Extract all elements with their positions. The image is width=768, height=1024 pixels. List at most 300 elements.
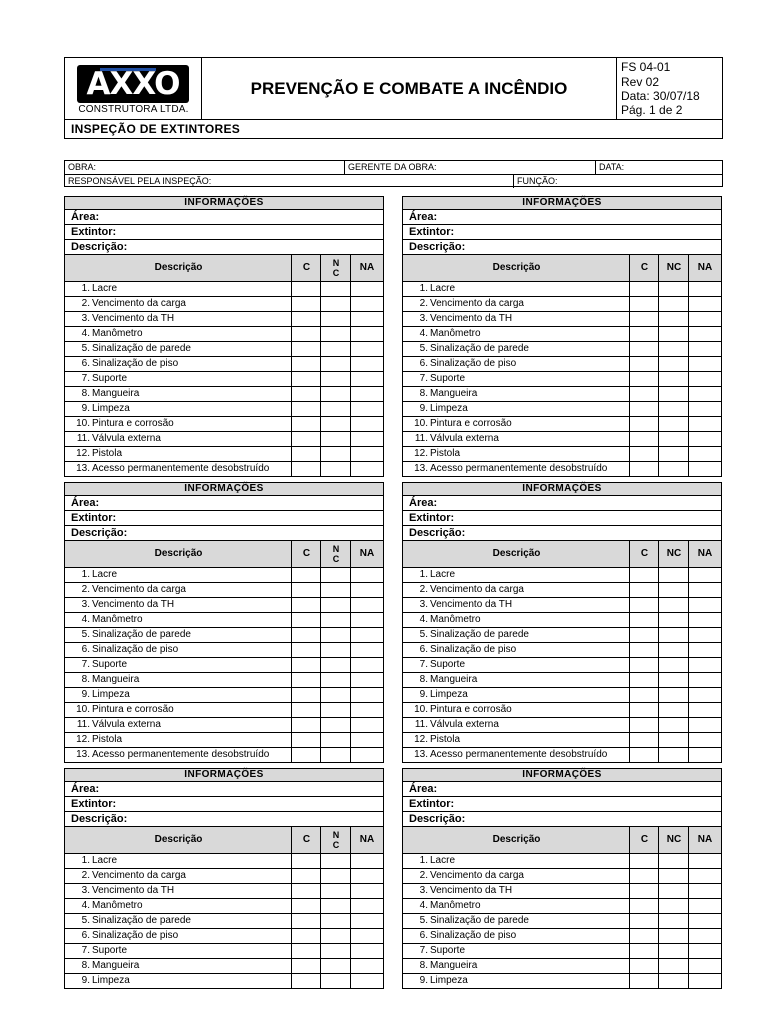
area-field[interactable]: Área: — [403, 210, 721, 225]
extintor-field[interactable]: Extintor: — [403, 225, 721, 240]
check-cell-c[interactable] — [630, 748, 658, 762]
check-cell-nc[interactable] — [321, 899, 350, 913]
check-cell-c[interactable] — [292, 447, 320, 461]
check-cell-nc[interactable] — [321, 598, 350, 612]
check-cell-na[interactable] — [351, 402, 382, 416]
item-label: Manômetro — [430, 328, 481, 339]
area-field[interactable]: Área: — [65, 782, 383, 797]
check-cell-nc[interactable] — [321, 432, 350, 446]
check-cell-na[interactable] — [689, 884, 720, 898]
check-cell-na[interactable] — [351, 297, 382, 311]
checklist-row — [403, 959, 721, 974]
check-cell-nc[interactable] — [659, 462, 688, 476]
check-cell-nc[interactable] — [659, 312, 688, 326]
check-cell-c[interactable] — [292, 628, 320, 642]
check-cell-nc[interactable] — [321, 718, 350, 732]
check-cell-c[interactable] — [630, 402, 658, 416]
check-cell-nc[interactable] — [659, 598, 688, 612]
check-cell-c[interactable] — [292, 402, 320, 416]
check-cell-c[interactable] — [292, 327, 320, 341]
check-cell-nc[interactable] — [659, 628, 688, 642]
item-label: Válvula externa — [92, 433, 161, 444]
item-number: 11. — [414, 719, 428, 730]
check-cell-na[interactable] — [689, 899, 720, 913]
check-cell-na[interactable] — [351, 432, 382, 446]
check-cell-c[interactable] — [292, 643, 320, 657]
gerente-field[interactable]: GERENTE DA OBRA: — [348, 162, 437, 172]
check-cell-c[interactable] — [292, 583, 320, 597]
check-cell-nc[interactable] — [659, 282, 688, 296]
check-cell-na[interactable] — [351, 447, 382, 461]
check-cell-c[interactable] — [292, 312, 320, 326]
item-number: 6. — [81, 358, 90, 369]
check-cell-na[interactable] — [689, 748, 720, 762]
check-cell-c[interactable] — [292, 417, 320, 431]
check-cell-na[interactable] — [689, 869, 720, 883]
area-field[interactable]: Área: — [65, 210, 383, 225]
descricao-info-field[interactable]: Descrição: — [65, 240, 383, 255]
checklist-row — [65, 974, 383, 989]
check-cell-c[interactable] — [630, 613, 658, 627]
check-cell-na[interactable] — [689, 914, 720, 928]
check-cell-nc[interactable] — [321, 914, 350, 928]
check-cell-c[interactable] — [630, 658, 658, 672]
col-header-c: C — [640, 834, 649, 845]
check-cell-na[interactable] — [351, 568, 382, 582]
check-cell-nc[interactable] — [321, 447, 350, 461]
document-meta — [618, 58, 722, 119]
check-cell-nc[interactable] — [659, 974, 688, 988]
check-cell-nc[interactable] — [321, 568, 350, 582]
check-cell-na[interactable] — [351, 327, 382, 341]
check-cell-na[interactable] — [689, 688, 720, 702]
check-cell-c[interactable] — [630, 583, 658, 597]
check-cell-na[interactable] — [351, 884, 382, 898]
check-cell-c[interactable] — [630, 974, 658, 988]
check-cell-nc[interactable] — [659, 417, 688, 431]
check-cell-c[interactable] — [292, 673, 320, 687]
check-cell-nc[interactable] — [321, 282, 350, 296]
check-cell-c[interactable] — [630, 447, 658, 461]
check-cell-na[interactable] — [351, 312, 382, 326]
checklist-row — [403, 312, 721, 327]
descricao-info-field[interactable]: Descrição: — [403, 526, 721, 541]
item-label: Lacre — [92, 855, 118, 866]
check-cell-c[interactable] — [630, 342, 658, 356]
check-cell-na[interactable] — [689, 733, 720, 747]
check-cell-na[interactable] — [689, 929, 720, 943]
checklist-column-headers — [65, 827, 383, 854]
check-cell-nc[interactable] — [321, 748, 350, 762]
check-cell-nc[interactable] — [321, 372, 350, 386]
checklist-row — [403, 703, 721, 718]
check-cell-nc[interactable] — [321, 884, 350, 898]
check-cell-c[interactable] — [292, 568, 320, 582]
check-cell-c[interactable] — [292, 884, 320, 898]
checklist-row — [65, 869, 383, 884]
check-cell-na[interactable] — [689, 628, 720, 642]
check-cell-na[interactable] — [689, 718, 720, 732]
check-cell-nc[interactable] — [321, 402, 350, 416]
check-cell-nc[interactable] — [659, 733, 688, 747]
check-cell-c[interactable] — [630, 372, 658, 386]
check-cell-nc[interactable] — [659, 297, 688, 311]
check-cell-c[interactable] — [630, 914, 658, 928]
check-cell-c[interactable] — [630, 327, 658, 341]
check-cell-na[interactable] — [689, 643, 720, 657]
check-cell-c[interactable] — [292, 387, 320, 401]
check-cell-na[interactable] — [689, 417, 720, 431]
descricao-info-field[interactable]: Descrição: — [403, 812, 721, 827]
item-label: Sinalização de parede — [430, 915, 529, 926]
check-cell-na[interactable] — [351, 673, 382, 687]
check-cell-nc[interactable] — [321, 583, 350, 597]
check-cell-na[interactable] — [351, 583, 382, 597]
check-cell-na[interactable] — [689, 447, 720, 461]
check-cell-c[interactable] — [292, 297, 320, 311]
check-cell-na[interactable] — [689, 432, 720, 446]
extintor-field[interactable]: Extintor: — [65, 225, 383, 240]
check-cell-nc[interactable] — [321, 673, 350, 687]
check-cell-na[interactable] — [351, 929, 382, 943]
check-cell-nc[interactable] — [321, 974, 350, 988]
check-cell-na[interactable] — [351, 658, 382, 672]
check-cell-nc[interactable] — [321, 658, 350, 672]
item-number: 8. — [81, 674, 90, 685]
check-cell-nc[interactable] — [659, 703, 688, 717]
item-number: 4. — [81, 614, 90, 625]
checklist-row — [403, 869, 721, 884]
check-cell-na[interactable] — [351, 748, 382, 762]
check-cell-na[interactable] — [351, 643, 382, 657]
item-label: Acesso permanentemente desobstruído — [430, 749, 608, 760]
check-cell-na[interactable] — [351, 462, 382, 476]
check-cell-c[interactable] — [630, 568, 658, 582]
check-cell-nc[interactable] — [659, 688, 688, 702]
check-cell-na[interactable] — [351, 598, 382, 612]
checklist-row — [403, 432, 721, 447]
check-cell-na[interactable] — [351, 944, 382, 958]
check-cell-na[interactable] — [351, 854, 382, 868]
check-cell-c[interactable] — [630, 703, 658, 717]
check-cell-na[interactable] — [351, 417, 382, 431]
check-cell-nc[interactable] — [659, 447, 688, 461]
check-cell-nc[interactable] — [659, 854, 688, 868]
check-cell-c[interactable] — [630, 357, 658, 371]
descricao-info-field[interactable]: Descrição: — [403, 240, 721, 255]
check-cell-nc[interactable] — [659, 372, 688, 386]
checklist-row — [65, 643, 383, 658]
check-cell-c[interactable] — [292, 733, 320, 747]
meta-row-1 — [65, 161, 722, 174]
check-cell-nc[interactable] — [659, 402, 688, 416]
col-header-descricao: Descrição — [492, 834, 541, 845]
document-subtitle: INSPEÇÃO DE EXTINTORES — [65, 119, 722, 138]
check-cell-na[interactable] — [689, 673, 720, 687]
check-cell-c[interactable] — [292, 929, 320, 943]
check-cell-c[interactable] — [292, 282, 320, 296]
check-cell-na[interactable] — [351, 613, 382, 627]
check-cell-nc[interactable] — [659, 899, 688, 913]
item-number: 3. — [419, 885, 428, 896]
check-cell-nc[interactable] — [321, 733, 350, 747]
checklist-row — [403, 643, 721, 658]
check-cell-c[interactable] — [292, 703, 320, 717]
col-header-nc — [321, 255, 351, 281]
block-section-title: INFORMAÇÕES — [65, 197, 383, 210]
check-cell-na[interactable] — [689, 568, 720, 582]
check-cell-c[interactable] — [292, 688, 320, 702]
check-cell-nc[interactable] — [321, 613, 350, 627]
area-field[interactable]: Área: — [403, 782, 721, 797]
checklist-row — [403, 342, 721, 357]
checklist-row — [403, 929, 721, 944]
check-cell-c[interactable] — [630, 282, 658, 296]
check-cell-nc[interactable] — [659, 432, 688, 446]
check-cell-c[interactable] — [630, 869, 658, 883]
extintor-field[interactable]: Extintor: — [403, 797, 721, 812]
check-cell-c[interactable] — [292, 974, 320, 988]
check-cell-nc[interactable] — [321, 417, 350, 431]
check-cell-na[interactable] — [689, 327, 720, 341]
check-cell-na[interactable] — [351, 703, 382, 717]
item-number: 5. — [419, 915, 428, 926]
check-cell-nc[interactable] — [659, 869, 688, 883]
check-cell-nc[interactable] — [321, 643, 350, 657]
check-cell-nc[interactable] — [659, 944, 688, 958]
check-cell-na[interactable] — [351, 914, 382, 928]
check-cell-na[interactable] — [351, 628, 382, 642]
check-cell-c[interactable] — [292, 613, 320, 627]
item-label: Vencimento da carga — [430, 298, 524, 309]
item-number: 9. — [81, 975, 90, 986]
check-cell-nc[interactable] — [659, 658, 688, 672]
check-cell-c[interactable] — [292, 598, 320, 612]
check-cell-na[interactable] — [689, 462, 720, 476]
checklist-row — [65, 297, 383, 312]
check-cell-c[interactable] — [292, 944, 320, 958]
check-cell-c[interactable] — [630, 432, 658, 446]
check-cell-c[interactable] — [630, 688, 658, 702]
responsavel-field[interactable]: RESPONSÁVEL PELA INSPEÇÃO: — [68, 176, 212, 186]
check-cell-na[interactable] — [351, 372, 382, 386]
item-number: 13. — [414, 463, 428, 474]
item-label: Lacre — [430, 569, 456, 580]
check-cell-nc[interactable] — [659, 929, 688, 943]
extintor-field[interactable]: Extintor: — [65, 511, 383, 526]
area-field[interactable]: Área: — [65, 496, 383, 511]
check-cell-na[interactable] — [351, 342, 382, 356]
check-cell-c[interactable] — [630, 643, 658, 657]
checklist-row — [65, 944, 383, 959]
check-cell-nc[interactable] — [321, 703, 350, 717]
check-cell-nc[interactable] — [659, 357, 688, 371]
extintor-field[interactable]: Extintor: — [65, 797, 383, 812]
col-header-na: NA — [359, 548, 375, 559]
check-cell-c[interactable] — [630, 462, 658, 476]
item-number: 12. — [414, 734, 428, 745]
check-cell-na[interactable] — [689, 402, 720, 416]
check-cell-nc[interactable] — [321, 297, 350, 311]
check-cell-nc[interactable] — [659, 613, 688, 627]
check-cell-na[interactable] — [689, 613, 720, 627]
check-cell-c[interactable] — [292, 432, 320, 446]
check-cell-nc[interactable] — [659, 748, 688, 762]
inspection-block — [402, 482, 722, 763]
check-cell-c[interactable] — [630, 598, 658, 612]
obra-field[interactable]: OBRA: — [68, 162, 97, 172]
check-cell-nc[interactable] — [659, 959, 688, 973]
check-cell-na[interactable] — [351, 869, 382, 883]
check-cell-nc[interactable] — [321, 342, 350, 356]
descricao-info-field[interactable]: Descrição: — [65, 526, 383, 541]
check-cell-c[interactable] — [630, 312, 658, 326]
check-cell-na[interactable] — [689, 372, 720, 386]
check-cell-nc[interactable] — [321, 628, 350, 642]
check-cell-c[interactable] — [292, 357, 320, 371]
area-field[interactable]: Área: — [403, 496, 721, 511]
col-header-na: NA — [697, 262, 713, 273]
item-label: Manômetro — [430, 900, 481, 911]
check-cell-na[interactable] — [689, 854, 720, 868]
checklist-row — [65, 899, 383, 914]
check-cell-c[interactable] — [630, 959, 658, 973]
item-label: Pintura e corrosão — [92, 418, 174, 429]
check-cell-nc[interactable] — [659, 327, 688, 341]
check-cell-nc[interactable] — [321, 854, 350, 868]
check-cell-c[interactable] — [292, 748, 320, 762]
descricao-info-field[interactable]: Descrição: — [65, 812, 383, 827]
check-cell-c[interactable] — [630, 884, 658, 898]
extintor-field[interactable]: Extintor: — [403, 511, 721, 526]
check-cell-nc[interactable] — [321, 688, 350, 702]
col-header-na: NA — [697, 548, 713, 559]
checklist-row — [65, 688, 383, 703]
check-cell-c[interactable] — [630, 297, 658, 311]
check-cell-na[interactable] — [689, 312, 720, 326]
check-cell-nc[interactable] — [321, 959, 350, 973]
check-cell-c[interactable] — [292, 914, 320, 928]
check-cell-na[interactable] — [689, 583, 720, 597]
check-cell-c[interactable] — [292, 854, 320, 868]
check-cell-na[interactable] — [689, 387, 720, 401]
check-cell-na[interactable] — [351, 974, 382, 988]
check-cell-c[interactable] — [292, 372, 320, 386]
check-cell-nc[interactable] — [321, 462, 350, 476]
check-cell-nc[interactable] — [659, 342, 688, 356]
check-cell-c[interactable] — [630, 718, 658, 732]
checklist-row — [65, 432, 383, 447]
check-cell-na[interactable] — [689, 703, 720, 717]
check-cell-na[interactable] — [351, 733, 382, 747]
funcao-field[interactable]: FUNÇÃO: — [517, 176, 558, 186]
check-cell-na[interactable] — [351, 282, 382, 296]
item-label: Lacre — [430, 283, 456, 294]
check-cell-nc[interactable] — [659, 387, 688, 401]
check-cell-na[interactable] — [351, 899, 382, 913]
col-header-nc-bottom: C — [332, 554, 340, 564]
check-cell-na[interactable] — [689, 658, 720, 672]
check-cell-nc[interactable] — [321, 357, 350, 371]
check-cell-c[interactable] — [630, 673, 658, 687]
item-label: Vencimento da carga — [430, 870, 524, 881]
check-cell-c[interactable] — [630, 854, 658, 868]
check-cell-nc[interactable] — [321, 944, 350, 958]
check-cell-na[interactable] — [689, 342, 720, 356]
check-cell-na[interactable] — [351, 357, 382, 371]
check-cell-na[interactable] — [351, 718, 382, 732]
item-number: 13. — [76, 463, 90, 474]
check-cell-na[interactable] — [689, 357, 720, 371]
checklist-row — [65, 447, 383, 462]
check-cell-c[interactable] — [630, 733, 658, 747]
check-cell-na[interactable] — [689, 944, 720, 958]
check-cell-c[interactable] — [630, 628, 658, 642]
col-header-c: C — [640, 548, 649, 559]
check-cell-na[interactable] — [351, 387, 382, 401]
check-cell-c[interactable] — [630, 929, 658, 943]
check-cell-c[interactable] — [630, 417, 658, 431]
check-cell-c[interactable] — [630, 899, 658, 913]
check-cell-nc[interactable] — [659, 583, 688, 597]
item-number: 7. — [81, 659, 90, 670]
item-label: Sinalização de piso — [92, 930, 179, 941]
checklist-row — [65, 357, 383, 372]
check-cell-na[interactable] — [689, 974, 720, 988]
check-cell-nc[interactable] — [321, 312, 350, 326]
check-cell-na[interactable] — [689, 282, 720, 296]
item-label: Limpeza — [430, 689, 468, 700]
check-cell-nc[interactable] — [321, 869, 350, 883]
checklist-row — [403, 282, 721, 297]
item-label: Manômetro — [92, 328, 143, 339]
data-field[interactable]: DATA: — [599, 162, 625, 172]
check-cell-c[interactable] — [292, 658, 320, 672]
item-number: 4. — [419, 328, 428, 339]
check-cell-nc[interactable] — [659, 673, 688, 687]
item-label: Lacre — [430, 855, 456, 866]
check-cell-c[interactable] — [292, 718, 320, 732]
check-cell-c[interactable] — [292, 899, 320, 913]
item-number: 2. — [81, 584, 90, 595]
check-cell-na[interactable] — [689, 598, 720, 612]
check-cell-c[interactable] — [292, 959, 320, 973]
check-cell-na[interactable] — [351, 959, 382, 973]
check-cell-nc[interactable] — [659, 568, 688, 582]
check-cell-na[interactable] — [689, 297, 720, 311]
check-cell-nc[interactable] — [321, 929, 350, 943]
check-cell-c[interactable] — [630, 387, 658, 401]
check-cell-c[interactable] — [292, 869, 320, 883]
checklist-row — [403, 568, 721, 583]
check-cell-nc[interactable] — [321, 387, 350, 401]
item-number: 1. — [419, 283, 428, 294]
item-number: 1. — [419, 855, 428, 866]
check-cell-nc[interactable] — [659, 643, 688, 657]
item-number: 6. — [81, 930, 90, 941]
check-cell-na[interactable] — [351, 688, 382, 702]
check-cell-c[interactable] — [292, 342, 320, 356]
check-cell-nc[interactable] — [659, 718, 688, 732]
check-cell-nc[interactable] — [659, 914, 688, 928]
col-header-c: C — [302, 834, 311, 845]
check-cell-na[interactable] — [689, 959, 720, 973]
check-cell-nc[interactable] — [659, 884, 688, 898]
check-cell-c[interactable] — [630, 944, 658, 958]
check-cell-nc[interactable] — [321, 327, 350, 341]
check-cell-c[interactable] — [292, 462, 320, 476]
item-number: 7. — [419, 659, 428, 670]
